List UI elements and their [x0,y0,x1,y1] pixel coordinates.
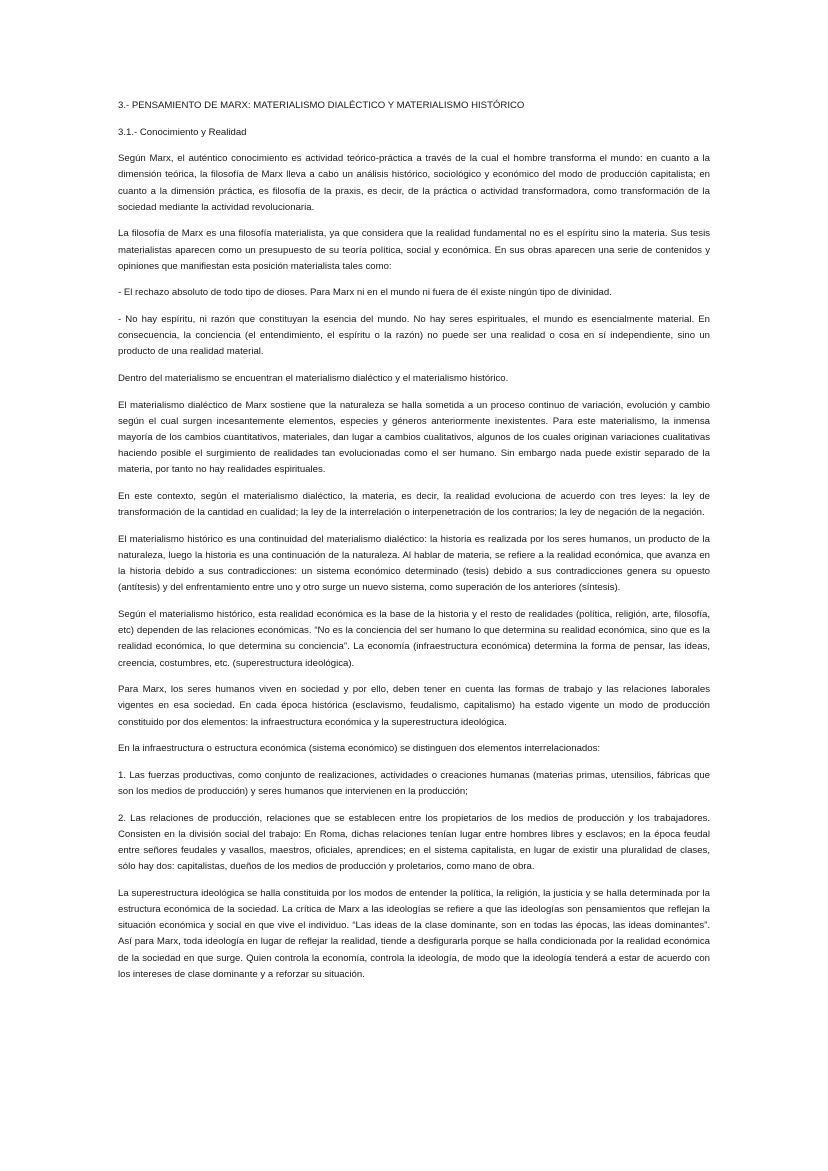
paragraph-fuerzas-productivas: 1. Las fuerzas productivas, como conjunto de realizaciones, actividades o creaciones humanas (materias primas, utensilios, fábricas que son los medios de producción) y seres humanos que intervienen en la producción; [118,769,710,797]
paragraph-infraestructura: En la infraestructura o estructura económica (sistema económico) se distinguen dos elementos interrelacionados: [118,743,601,755]
paragraph-relaciones-produccion: 2. Las relaciones de producción, relaciones que se establecen entre los propietarios de los medios de producción y los trabajadores. Consisten en la división social del trabajo: En Roma, dichas relaciones tenían lugar entre hombres libres y esclavos; en la época feudal entre señores feudales y vasallos, maestros, oficiales, aprendices; en el sistema capitalista, en lugar de existir una pluralidad de clases, sólo hay dos: capitalistas, dueños de los medios de producción y proletarios, como mano de obra. [118,812,710,873]
subsection-heading: 3.1.- Conocimiento y Realidad [118,126,247,138]
paragraph-rechazo-dioses: - El rechazo absoluto de todo tipo de dioses. Para Marx ni en el mundo ni fuera de él existe ningún tipo de divinidad. [118,287,612,299]
paragraph-conocimiento: Según Marx, el auténtico conocimiento es actividad teórico-práctica a través de la cual el hombre transforma el mundo: en cuanto a la dimensión teórica, la filosofía de Marx lleva a cabo un análisis histórico, sociológico y económico del modo de producción capitalista; en cuanto a la dimensión práctica, es filosofía de la praxis, es decir, de la práctica o actividad transformadora, como transformación de la sociedad mediante la actividad revolucionaria. [118,153,710,213]
paragraph-materialismo-dialectico: El materialismo dialéctico de Marx sostiene que la naturaleza se halla sometida a un proceso continuo de variación, evolución y cambio según el cual surgen incesantemente elementos, especies y géneros anteriormente inexistentes. Para este materialismo, la inmensa mayoría de los cambios cuantitativos, materiales, dan lugar a cambios cualitativos, algunos de los cuales originan variaciones cualitativas haciendo posible el surgimiento de realidades tan evolucionadas como el ser humano. Sin embargo nada puede existir separado de la materia, por tanto no hay realidades espirituales. [118,399,710,476]
paragraph-no-hay-espiritu: - No hay espíritu, ni razón que constituyan la esencia del mundo. No hay seres espirituales, el mundo es esencialmente material. En consecuencia, la conciencia (el entendimiento, el espíritu o la razón) no puede ser una realidad o cosa en sí independiente, sino un producto de una realidad material. [118,313,710,358]
paragraph-materialismo-historico: El materialismo histórico es una continuidad del materialismo dialéctico: la historia es realizada por los seres humanos, un producto de la naturaleza, luego la historia es una continuación de la naturaleza. Al hablar de materia, se refiere a la realidad económica, que avanza en la historia debido a sus contradicciones: un sistema económico determinado (tesis) debido a sus contradicciones genera su opuesto (antítesis) y del enfrentamiento entre uno y otro surge un nuevo sistema, como superación de los anteriores (síntesis). [118,533,710,594]
paragraph-filosofia-materialista: La filosofía de Marx es una filosofía materialista, ya que considera que la realidad fundamental no es el espíritu sino la materia. Sus tesis materialistas aparecen como un presupuesto de su teoría política, social y económica. En sus obras aparecen una serie de contenidos y opiniones que manifiestan esta posición materialista tales como: [118,228,710,272]
paragraph-superestructura: La superestructura ideológica se halla constituida por los modos de entender la política, la religión, la justicia y se halla determinada por la estructura económica de la sociedad. La crítica de Marx a las ideologías se refiere a que las ideologías son pensamientos que reflejan la situación económica y social en que vive el individuo. “Las ideas de la clase dominante, son en todas las épocas, las ideas dominantes”. Así para Marx, toda ideología en lugar de reflejar la realidad, tiende a desfigurarla porque se halla condicionada por la realidad económica de la sociedad en que surge. Quien controla la economía, controla la ideología, de modo que la ideología tenderá a estar de acuerdo con los intereses de clase dominante y a reforzar su situación. [118,887,710,980]
paragraph-realidad-economica: Según el materialismo histórico, esta realidad económica es la base de la historia y el resto de realidades (política, religión, arte, filosofía, etc) dependen de las relaciones económicas. “No es la conciencia del ser humano lo que determina su realidad económica, sino que es la realidad económica, lo que determina su conciencia”. La economía (infraestructura económica) determina la forma de pensar, las ideas, creencia, costumbres, etc. (superestructura ideológica). [118,608,710,669]
paragraph-materialismos: Dentro del materialismo se encuentran el materialismo dialéctico y el materialismo histórico. [118,372,509,384]
section-heading: 3.- PENSAMIENTO DE MARX: MATERIALISMO DIALÉCTICO Y MATERIALISMO HISTÓRICO [118,100,525,111]
paragraph-modo-produccion: Para Marx, los seres humanos viven en sociedad y por ello, deben tener en cuenta las formas de trabajo y las relaciones laborales vigentes en esa sociedad. En cada época histórica (esclavismo, feudalismo, capitalismo) ha estado vigente un modo de producción constituido por dos elementos: la infraestructura económica y la superestructura ideológica. [118,684,710,728]
document-body [118,98,710,993]
paragraph-tres-leyes: En este contexto, según el materialismo dialéctico, la materia, es decir, la realidad evoluciona de acuerdo con tres leyes: la ley de transformación de la cantidad en cualidad; la ley de la interrelación o interpenetración de los contrarios; la ley de negación de la negación. [118,490,710,519]
